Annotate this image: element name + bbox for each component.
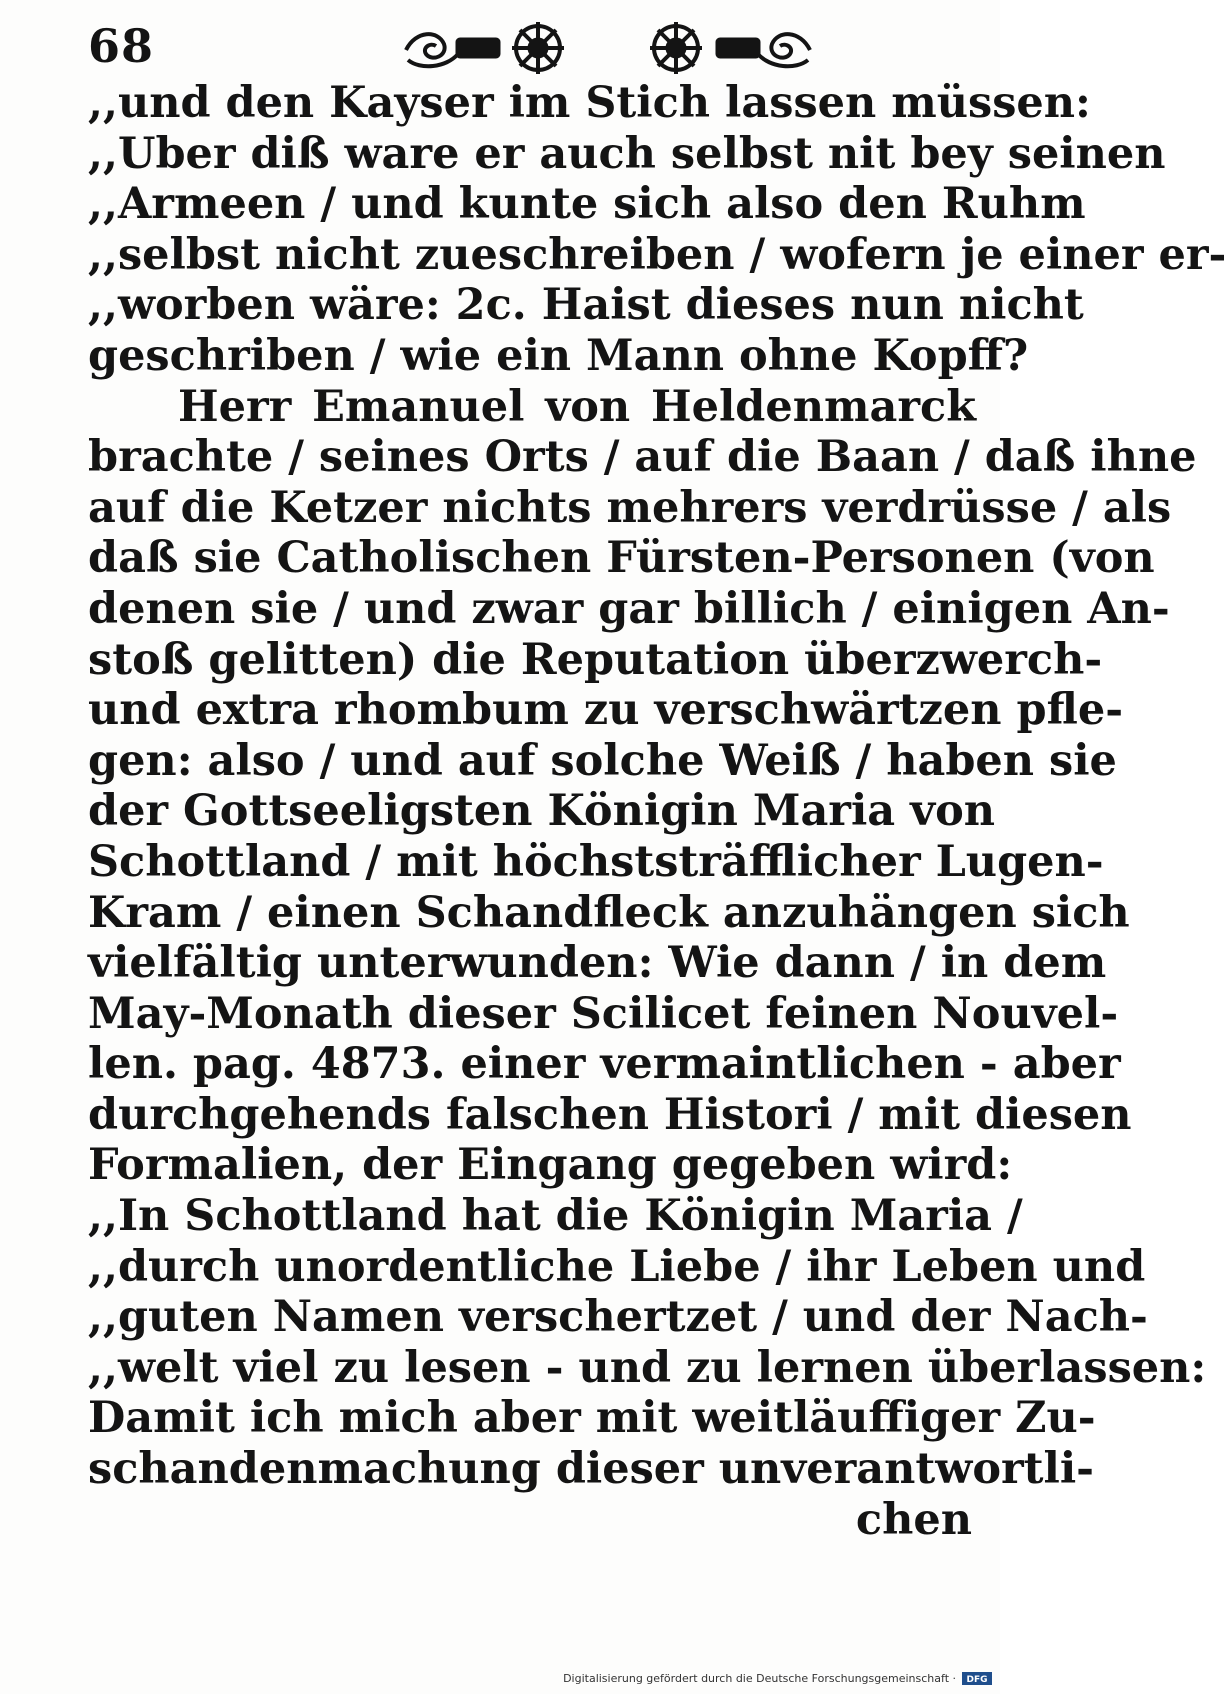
text-line: Schottland / mit höchststräfflicher Lugen-	[88, 836, 1104, 887]
body-text	[88, 78, 1226, 1545]
text-line: ,,Armeen / und kunte sich also den Ruhm	[88, 179, 1086, 230]
text-line: Kram / einen Schandfleck anzuhängen sich	[88, 887, 1130, 938]
header-ornament-icon	[398, 16, 818, 76]
page-number: 68	[88, 19, 155, 73]
text-line: auf die Ketzer nichts mehrers verdrüsse / als	[88, 482, 1172, 533]
catchword: chen	[855, 1494, 972, 1545]
footer-credit: Digitalisierung gefördert durch die Deutsche Forschungsgemeinschaft ·	[563, 1671, 956, 1685]
text-line: ,,guten Namen verschertzet / und der Nach-	[88, 1292, 1148, 1343]
text-line: ,,worben wäre: 2c. Haist dieses nun nicht	[88, 280, 1084, 331]
text-line: denen sie / und zwar gar billich / einigen An-	[88, 583, 1170, 634]
text-line: daß sie Catholischen Fürsten-Personen (von	[88, 533, 1155, 584]
text-line: stoß gelitten) die Reputation überzwerch-	[88, 634, 1103, 685]
text-line: brachte / seines Orts / auf die Baan / daß ihne	[88, 432, 1197, 483]
text-line: May-Monath dieser Scilicet feinen Nouvel-	[88, 988, 1119, 1039]
page-header	[88, 14, 968, 78]
text-line: vielfältig unterwunden: Wie dann / in dem	[88, 938, 1107, 989]
text-line: geschriben / wie ein Mann ohne Kopff?	[88, 330, 1029, 381]
text-line: und extra rhombum zu verschwärtzen pfle-	[88, 685, 1124, 736]
text-line: ,,In Schottland hat die Königin Maria /	[88, 1191, 1023, 1242]
text-line: ,,und den Kayser im Stich lassen müssen:	[88, 78, 1091, 128]
digitization-footer	[563, 1670, 992, 1686]
text-line: ,,selbst nicht zueschreiben / wofern je einer er-	[88, 229, 1226, 280]
text-line: Herr Emanuel von Heldenmarck	[178, 381, 976, 432]
text-line: der Gottseeligsten Königin Maria von	[88, 786, 996, 837]
text-line: ,,welt viel zu lesen - und zu lernen überlassen:	[88, 1342, 1207, 1393]
text-line: ,,Uber diß ware er auch selbst nit bey seinen	[88, 128, 1166, 179]
text-line: len. pag. 4873. einer vermaintlichen - aber	[88, 1039, 1121, 1090]
text-line: Damit ich mich aber mit weitläuffiger Zu-	[88, 1393, 1096, 1444]
text-line: Formalien, der Eingang gegeben wird:	[88, 1140, 1013, 1191]
text-line: gen: also / und auf solche Weiß / haben sie	[88, 735, 1117, 786]
text-line: schandenmachung dieser unverantwortli-	[88, 1444, 1095, 1495]
dfg-logo-icon	[962, 1672, 992, 1685]
dfg-logo-text: DFG	[966, 1674, 988, 1685]
text-line: ,,durch unordentliche Liebe / ihr Leben und	[88, 1241, 1146, 1292]
text-line: durchgehends falschen Histori / mit diesen	[88, 1089, 1132, 1140]
